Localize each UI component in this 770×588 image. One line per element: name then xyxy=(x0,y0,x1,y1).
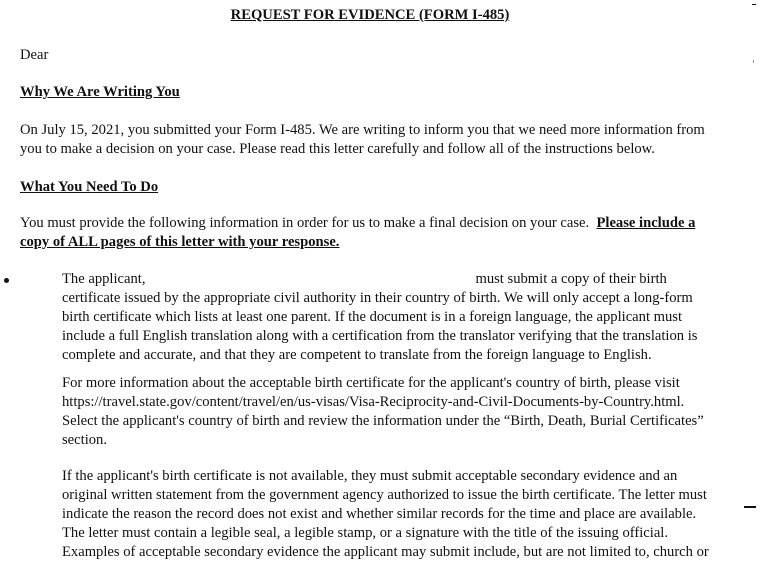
bullet-lead: The applicant, xyxy=(62,271,146,287)
info-paragraph: For more information about the acceptable birth certificate for the applicant's country of birth, please visit https://travel.state.gov/content/travel/en/us-visas/Visa-Reciprocity-and-Civil-Documents-by-Country.html. Select the applicant's country of birth and review the information under the “Birth, Death, Burial Certificates” section. xyxy=(62,375,704,448)
secondary-evidence-paragraph: If the applicant's birth certificate is not available, they must submit acceptable secondary evidence and an original written statement from the government agency authorized to issue the birth certificate. The letter must indicate the reason the record does not exist and whether similar records for the time and place are available. The letter must contain a legible seal, a legible stamp, or a signature with the title of the issuing official. Examples of acceptable secondary evidence the applicant may submit include, but are not limited to, church or xyxy=(62,468,709,560)
section-heading-what: What You Need To Do xyxy=(20,179,159,195)
instruction-emphasis: Please include a copy of ALL pages of this letter with your response. xyxy=(20,215,696,250)
salutation: Dear xyxy=(20,47,49,63)
margin-mark xyxy=(744,506,756,508)
section-heading-why: Why We Are Writing You xyxy=(20,84,180,100)
section-body-what xyxy=(20,214,720,252)
bullet-paragraph xyxy=(62,270,722,365)
bullet-tail: must submit a copy of their birth certificate issued by the appropriate civil authority in their country of birth. We will only accept a long-form birth certificate which lists at least one parent. If the document is in a foreign language, the applicant must include a full English translation along with a certification from the translator verifying that the translation is complete and accurate, and that they are competent to translate from the foreign language to English. xyxy=(62,271,698,363)
instruction-text: You must provide the following information in order for us to make a final decision on your case. xyxy=(20,215,590,231)
section-body-why: On July 15, 2021, you submitted your Form I-485. We are writing to inform you that we need more information from you to make a decision on your case. Please read this letter carefully and follow all of the instructions below. xyxy=(20,122,705,157)
margin-mark xyxy=(752,4,756,5)
margin-mark xyxy=(753,60,754,63)
bullet-point xyxy=(4,278,9,283)
document-title: REQUEST FOR EVIDENCE (FORM I-485) xyxy=(230,7,510,23)
